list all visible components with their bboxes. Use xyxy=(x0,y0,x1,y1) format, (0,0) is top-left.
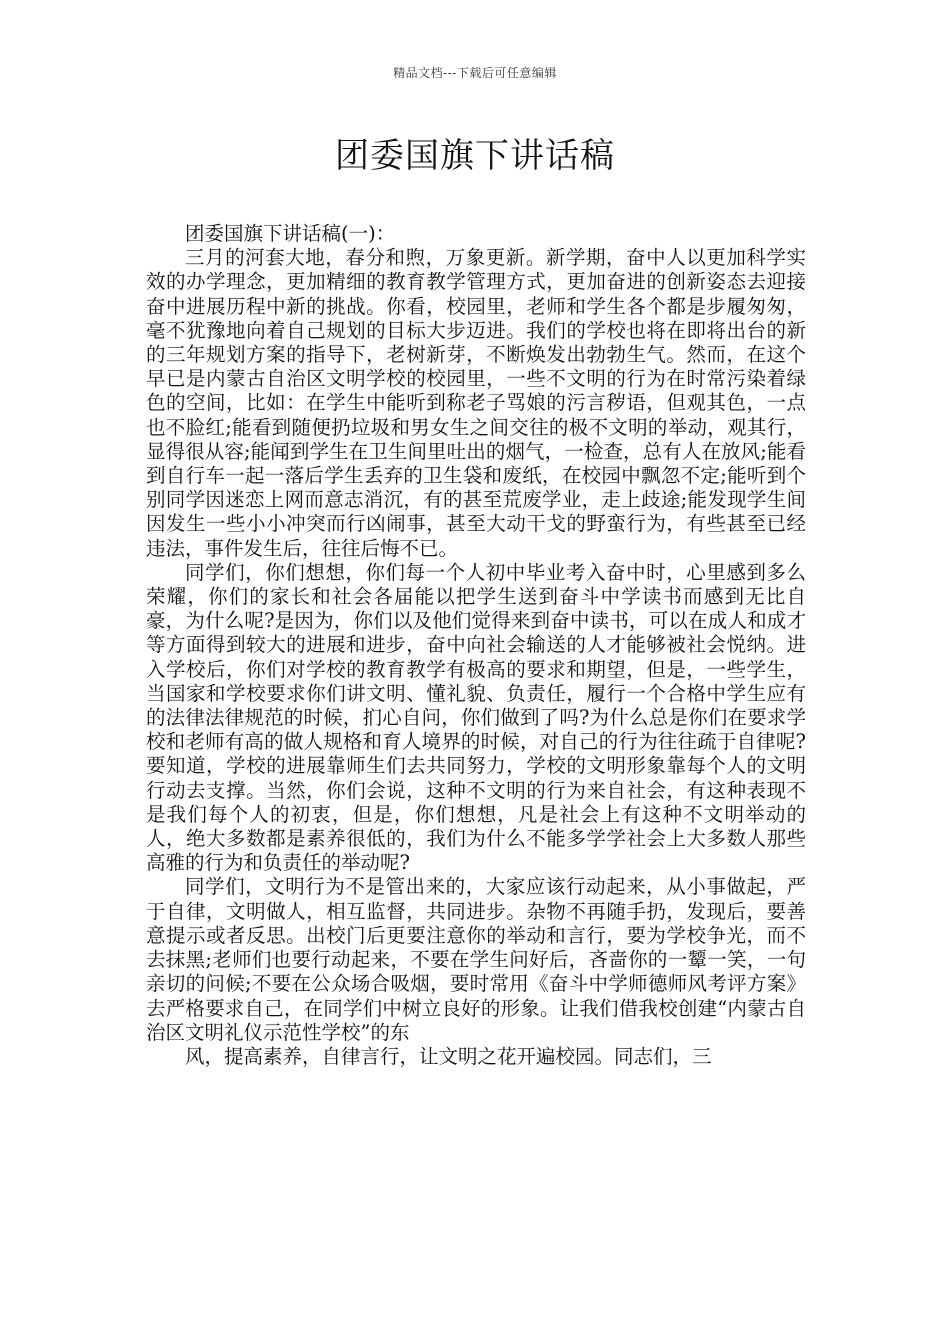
document-title: 团委国旗下讲话稿 xyxy=(335,136,615,176)
paragraph: 同学们，你们想想，你们每一个人初中毕业考入奋中时，心里感到多么荣耀，你们的家长和社会各届能以把学生送到奋斗中学读书而感到无比自豪，为什么呢?是因为，你们以及他们觉得来到奋中读书，可以在成人和成才等方面得到较大的进展和进步，奋中向社会输送的人才能够被社会悦纳。进入学校后，你们对学校的教育教学有极高的要求和期望，但是，一些学生，当国家和学校要求你们讲文明、懂礼貌、负责任，履行一个合格中学生应有的法律法律规范的时候，扪心自问，你们做到了吗?为什么总是你们在要求学校和老师有高的做人规格和育人境界的时候，对自己的行为往往疏于自律呢?要知道，学校的进展靠师生们去共同努力，学校的文明形象靠每个人的文明行动去支撑。当然，你们会说，这种不文明的行为来自社会，有这种表现不是我们每个人的初衷，但是，你们想想，凡是社会上有这种不文明举动的人，绝大多数都是素养很低的，我们为什么不能多学学社会上大多数人那些高雅的行为和负责任的举动呢? xyxy=(146,560,806,875)
paragraph-heading: 团委国旗下讲话稿(一)： xyxy=(185,222,396,245)
paragraph: 三月的河套大地，春分和煦，万象更新。新学期，奋中人以更加科学实效的办学理念，更加精细的教育教学管理方式，更加奋进的创新姿态去迎接奋中进展历程中新的挑战。你看，校园里，老师和学生各个都是步履匆匆，毫不犹豫地向着自己规划的目标大步迈进。我们的学校也将在即将出台的新的三年规划方案的指导下，老树新芽，不断焕发出勃勃生气。然而，在这个早已是内蒙古自治区文明学校的校园里，一些不文明的行为在时常污染着绿色的空间，比如：在学生中能听到称老子骂娘的污言秽语，但观其色，一点也不脸红;能看到随便扔垃圾和男女生之间交往的极不文明的举动，观其行，显得很从容;能闻到学生在卫生间里吐出的烟气，一检查，总有人在放风;能看到自行车一起一落后学生丢弃的卫生袋和废纸，在校园中飘忽不定;能听到个别同学因迷恋上网而意志消沉，有的甚至荒废学业，走上歧途;能发现学生间因发生一些小小冲突而行凶闹事，甚至大动干戈的野蛮行为，有些甚至已经违法，事件发生后，往往后悔不已。 xyxy=(146,246,806,560)
running-header: 精品文档---下载后可任意编辑 xyxy=(393,66,557,80)
body-text xyxy=(146,222,806,1069)
paragraph: 风，提高素养，自律言行，让文明之花开遍校园。同志们，三 xyxy=(185,1044,712,1068)
paragraph: 同学们，文明行为不是管出来的，大家应该行动起来，从小事做起，严于自律，文明做人，相互监督，共同进步。杂物不再随手扔，发现后，要善意提示或者反思。出校门后更要注意你的举动和言行，要为学校争光，而不去抹黑;老师们也要行动起来，不要在学生问好后，吝啬你的一颦一笑，一句亲切的问候;不要在公众场合吸烟，要时常用《奋斗中学师德师风考评方案》去严格要求自己，在同学们中树立良好的形象。让我们借我校创建“内蒙古自治区文明礼仪示范性学校”的东 xyxy=(146,875,806,1044)
